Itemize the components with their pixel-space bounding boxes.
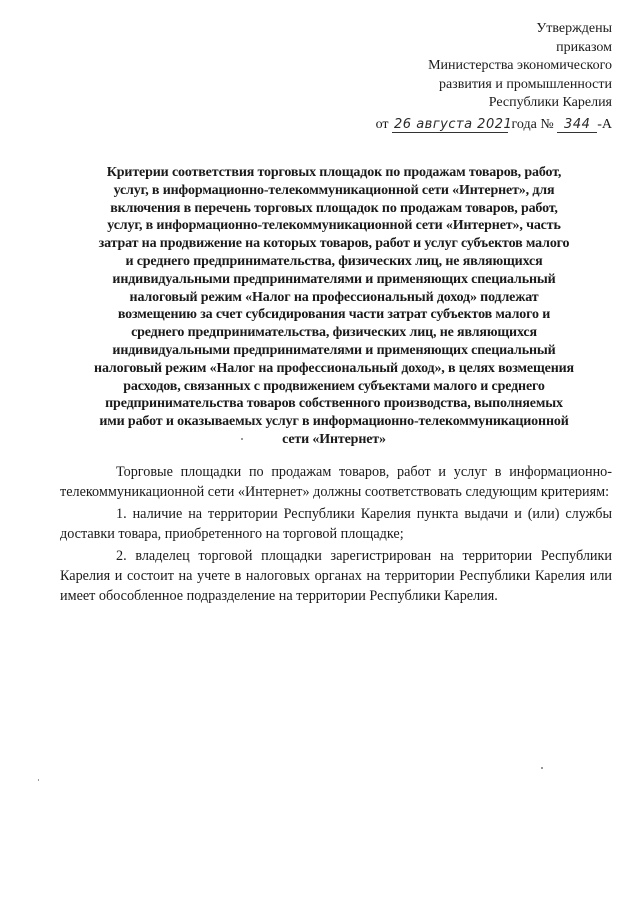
approval-line-republic: Республики Карелия [488, 95, 612, 110]
title-line: включения в перечень торговых площадок по продажам товаров, работ, [110, 200, 558, 216]
document-title [60, 164, 608, 449]
approval-block [322, 20, 612, 134]
title-line: услуг, в информационно-телекоммуникационной сети «Интернет», для [113, 182, 555, 198]
approval-date-line [322, 116, 612, 135]
title-line: и среднего предпринимательства, физических лиц, не являющихся [125, 253, 543, 269]
approval-line-development: развития и промышленности [438, 76, 612, 92]
handwritten-date: 26 августа 2021 [394, 116, 513, 132]
title-line: предпринимательства товаров собственного производства, выполняемых [105, 396, 563, 412]
title-line: ими работ и оказываемых услуг в информационно-телекоммуникационной [99, 414, 569, 430]
order-number-suffix: -А [597, 116, 612, 132]
criterion-2-paragraph: 2. владелец торговой площадки зарегистрирован на территории Республики Карелия и состоит на учете в налоговых органах на территории Республики Карелия или имеет обособленное подразделение на территории Республики Карелия. [60, 548, 612, 604]
document-body [60, 463, 612, 606]
year-number-label: года № [511, 116, 554, 132]
scan-speck [38, 779, 39, 781]
handwritten-order-number: 344 [557, 117, 597, 133]
date-prefix: от [375, 116, 389, 132]
title-line: налоговый режим «Налог на профессиональный доход» подлежат [129, 289, 539, 305]
approval-line-ministry: Министерства экономического [428, 58, 612, 73]
criterion-1-paragraph: 1. наличие на территории Республики Карелия пункта выдачи и (или) службы доставки товара, приобретенного на торговой площадке; [60, 506, 612, 542]
title-line: индивидуальными предпринимателями и применяющих специальный [112, 271, 556, 287]
scan-speck [241, 438, 243, 440]
scan-speck [541, 767, 543, 769]
title-line: затрат на продвижение на которых товаров, работ и услуг субъектов малого [98, 236, 570, 252]
title-line: среднего предпринимательства, физических лиц, не являющихся [131, 325, 537, 341]
title-line: возмещению за счет субсидирования части затрат субъектов малого и [117, 307, 551, 323]
title-line: расходов, связанных с продвижением субъектами малого и среднего [123, 378, 545, 394]
title-line: услуг, в информационно-телекоммуникационной сети «Интернет», часть [107, 218, 561, 234]
body-intro-paragraph: Торговые площадки по продажам товаров, работ и услуг в информационно-телекоммуникационной сети «Интернет» должны соответствовать следующим критериям: [60, 464, 612, 500]
approval-line-order: приказом [556, 39, 612, 55]
title-line: Критерии соответствия торговых площадок по продажам товаров, работ, [106, 165, 562, 180]
title-line: сети «Интернет» [282, 431, 386, 447]
approval-line-approved: Утверждены [536, 21, 612, 36]
title-line: налоговый режим «Налог на профессиональный доход», в целях возмещения [94, 360, 574, 376]
title-line: индивидуальными предпринимателями и применяющих специальный [112, 342, 556, 358]
